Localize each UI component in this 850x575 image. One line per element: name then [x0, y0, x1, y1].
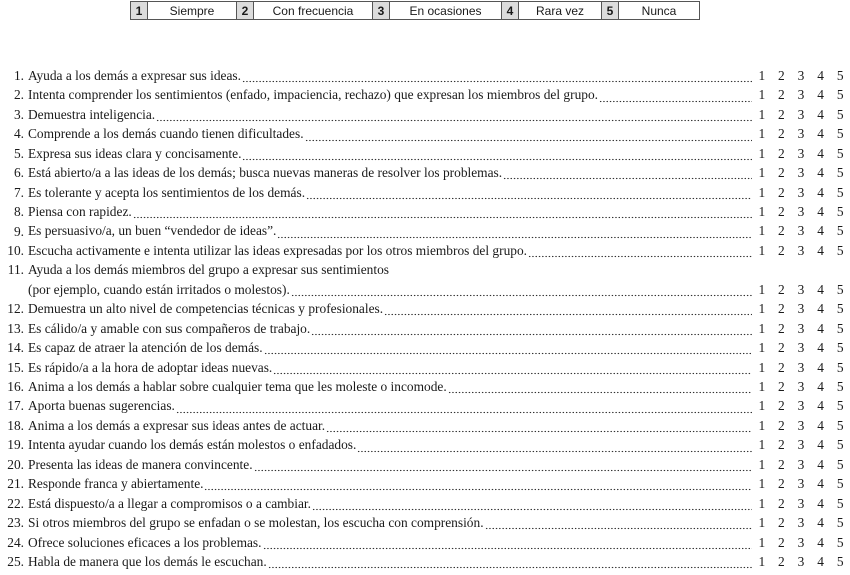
item-text: Escucha activamente e intenta utilizar las ideas expresadas por los otros miembros del grupo.	[28, 242, 528, 258]
questionnaire-item	[0, 358, 850, 377]
rating-option[interactable]: 3	[797, 106, 805, 122]
rating-option[interactable]: 2	[778, 106, 785, 122]
rating-option[interactable]: 1	[758, 204, 766, 220]
rating-option[interactable]: 2	[778, 437, 785, 453]
rating-option[interactable]: 1	[758, 359, 766, 375]
rating-option[interactable]: 5	[836, 204, 844, 220]
item-text: Ayuda a los demás a expresar sus ideas.	[28, 67, 241, 83]
rating-option[interactable]: 1	[758, 495, 766, 511]
rating-option[interactable]: 2	[778, 126, 785, 142]
rating-options	[752, 241, 850, 260]
item-number: 1.	[13, 68, 24, 83]
rating-options	[752, 416, 850, 435]
dot-leader	[326, 416, 752, 435]
rating-option[interactable]: 3	[797, 379, 805, 394]
rating-option[interactable]: 2	[778, 534, 785, 550]
item-text: (por ejemplo, cuando están irritados o molestos).	[28, 281, 290, 297]
rating-option[interactable]: 5	[836, 145, 844, 161]
item-text: Presenta las ideas de manera convincente.	[28, 456, 253, 472]
rating-options	[752, 494, 850, 513]
rating-option[interactable]: 4	[817, 495, 824, 511]
rating-option[interactable]: 5	[836, 165, 844, 181]
legend-number: 1	[131, 2, 148, 19]
dot-leader	[503, 163, 752, 182]
rating-option[interactable]: 3	[797, 165, 805, 181]
rating-options	[752, 66, 850, 85]
rating-scale-legend	[130, 1, 700, 20]
questionnaire-item	[0, 183, 850, 202]
rating-option[interactable]: 5	[836, 495, 844, 511]
questionnaire-item	[0, 396, 850, 415]
item-text: Ofrece soluciones eficaces a los problemas.	[28, 534, 262, 550]
rating-option[interactable]: 4	[817, 417, 824, 433]
questionnaire-item	[0, 319, 850, 338]
rating-option[interactable]: 5	[836, 515, 844, 531]
rating-options	[752, 299, 850, 318]
rating-option[interactable]: 2	[778, 223, 785, 239]
item-text: Es rápido/a a la hora de adoptar ideas nuevas.	[28, 359, 273, 375]
item-text: Está dispuesto/a a llegar a compromisos o a cambiar.	[28, 495, 311, 511]
rating-options	[752, 533, 850, 552]
rating-option[interactable]: 3	[797, 476, 805, 492]
dot-leader	[277, 222, 752, 241]
questionnaire-items	[0, 66, 850, 571]
rating-options	[752, 221, 850, 240]
rating-option[interactable]: 5	[836, 301, 844, 317]
rating-option[interactable]: 1	[758, 534, 766, 550]
legend-label: En ocasiones	[409, 3, 482, 18]
item-number: 7.	[13, 184, 24, 200]
rating-option[interactable]: 5	[836, 379, 844, 394]
questionnaire-item	[0, 105, 850, 124]
questionnaire-item	[0, 163, 850, 182]
rating-option[interactable]: 4	[817, 534, 824, 550]
rating-option[interactable]: 2	[778, 301, 785, 317]
rating-option[interactable]: 5	[836, 126, 844, 142]
rating-option[interactable]: 2	[778, 320, 785, 336]
dot-leader	[448, 377, 752, 396]
rating-option[interactable]: 1	[758, 301, 766, 317]
rating-option[interactable]: 4	[817, 165, 824, 181]
rating-options	[752, 358, 850, 377]
rating-option[interactable]: 5	[836, 534, 844, 550]
item-text: Piensa con rapidez.	[28, 204, 132, 220]
rating-option[interactable]: 5	[836, 242, 844, 258]
rating-options	[752, 144, 850, 163]
rating-option[interactable]: 3	[797, 126, 805, 142]
questionnaire-item	[0, 144, 850, 163]
rating-option[interactable]: 4	[817, 359, 824, 375]
rating-option[interactable]: 1	[758, 184, 766, 200]
item-number: 4.	[13, 126, 24, 142]
rating-option[interactable]: 2	[778, 456, 785, 472]
rating-option[interactable]: 4	[817, 340, 824, 356]
rating-options	[752, 474, 850, 493]
dot-leader	[242, 66, 752, 85]
rating-option[interactable]: 3	[797, 320, 805, 336]
item-text: Es capaz de atraer la atención de los demás.	[28, 340, 263, 356]
rating-option[interactable]: 2	[778, 417, 785, 433]
questionnaire-item	[0, 222, 850, 241]
item-number: 23.	[7, 515, 24, 531]
rating-option[interactable]: 1	[758, 165, 766, 181]
item-number: 9.	[13, 223, 24, 239]
rating-option[interactable]: 4	[817, 87, 824, 103]
rating-option[interactable]: 1	[758, 242, 766, 258]
item-text: Demuestra inteligencia.	[28, 106, 156, 122]
rating-option[interactable]: 2	[778, 476, 785, 492]
rating-option[interactable]: 1	[758, 281, 766, 297]
rating-option[interactable]: 1	[758, 417, 766, 433]
rating-option[interactable]: 3	[797, 301, 805, 317]
rating-options	[752, 377, 850, 396]
item-text: Es tolerante y acepta los sentimientos de los demás.	[28, 184, 306, 200]
rating-option[interactable]: 1	[758, 145, 766, 161]
dot-leader	[264, 338, 752, 357]
rating-options	[752, 513, 850, 532]
rating-option[interactable]: 1	[758, 320, 766, 336]
dot-leader	[384, 299, 752, 318]
rating-options	[752, 105, 850, 124]
item-number: 22.	[7, 495, 24, 511]
rating-option[interactable]: 2	[778, 165, 785, 181]
rating-option[interactable]: 3	[797, 417, 805, 433]
rating-option[interactable]: 3	[797, 281, 805, 297]
rating-option[interactable]: 5	[836, 437, 844, 453]
rating-option[interactable]: 4	[817, 106, 824, 122]
rating-option[interactable]: 1	[758, 340, 766, 356]
rating-option[interactable]: 2	[778, 515, 785, 531]
dot-leader	[305, 124, 752, 143]
item-text: Habla de manera que los demás le escuchan.	[28, 553, 267, 569]
rating-option[interactable]: 5	[836, 398, 844, 414]
dot-leader	[306, 183, 752, 202]
rating-option[interactable]: 4	[817, 242, 824, 258]
item-number: 11.	[7, 262, 24, 278]
rating-option[interactable]: 2	[778, 145, 785, 161]
item-text: Anima a los demás a expresar sus ideas antes de actuar.	[28, 417, 326, 433]
rating-option[interactable]: 1	[758, 437, 766, 453]
item-number: 3.	[13, 106, 24, 122]
questionnaire-item	[0, 552, 850, 571]
questionnaire-item	[0, 435, 850, 454]
legend-label: Nunca	[641, 3, 677, 18]
questionnaire-item	[0, 455, 850, 474]
legend-label: Rara vez	[535, 3, 585, 18]
dot-leader	[312, 494, 752, 513]
rating-option[interactable]: 1	[758, 398, 766, 414]
rating-option[interactable]: 2	[778, 87, 785, 103]
rating-option[interactable]: 3	[797, 67, 805, 83]
dot-leader	[599, 85, 752, 104]
rating-option[interactable]: 3	[797, 204, 805, 220]
rating-option[interactable]: 4	[817, 320, 824, 336]
legend-item-5	[601, 2, 699, 19]
rating-option[interactable]: 5	[836, 320, 844, 336]
rating-option[interactable]: 3	[797, 437, 805, 453]
questionnaire-item	[0, 202, 850, 221]
rating-option[interactable]: 1	[758, 106, 766, 122]
rating-options	[752, 338, 850, 357]
rating-option[interactable]: 5	[836, 67, 844, 83]
item-number: 17.	[7, 398, 24, 414]
rating-option[interactable]: 3	[797, 340, 805, 356]
item-text: Responde franca y abiertamente.	[28, 476, 204, 492]
rating-option[interactable]: 4	[817, 67, 824, 83]
item-number: 8.	[13, 204, 24, 220]
rating-option[interactable]: 1	[758, 476, 766, 492]
rating-option[interactable]: 5	[836, 417, 844, 433]
rating-option[interactable]: 3	[797, 495, 805, 511]
rating-option[interactable]: 4	[817, 379, 824, 394]
rating-option[interactable]: 1	[758, 456, 766, 472]
rating-option[interactable]: 2	[778, 340, 785, 356]
rating-option[interactable]: 3	[797, 242, 805, 258]
rating-option[interactable]: 3	[797, 398, 805, 414]
rating-option[interactable]: 3	[797, 553, 805, 569]
dot-leader	[485, 513, 752, 532]
questionnaire-item	[0, 416, 850, 435]
item-text: Está abierto/a a las ideas de los demás; busca nuevas maneras de resolver los problemas.	[28, 165, 503, 181]
questionnaire-item	[0, 124, 850, 143]
rating-option[interactable]: 3	[797, 515, 805, 531]
questionnaire-item	[0, 494, 850, 513]
dot-leader	[156, 105, 752, 124]
item-text: Aporta buenas sugerencias.	[28, 398, 175, 414]
dot-leader	[268, 552, 752, 571]
rating-options	[752, 455, 850, 474]
item-text: Anima a los demás a hablar sobre cualquier tema que les moleste o incomode.	[28, 379, 447, 394]
rating-option[interactable]: 5	[836, 359, 844, 375]
item-number: 2.	[13, 87, 24, 103]
rating-options	[752, 124, 850, 143]
rating-option[interactable]: 4	[817, 223, 824, 239]
item-number: 15.	[7, 359, 24, 375]
rating-option[interactable]: 2	[778, 553, 785, 569]
rating-option[interactable]: 2	[778, 495, 785, 511]
rating-option[interactable]: 2	[778, 359, 785, 375]
rating-options	[752, 202, 850, 221]
questionnaire-item	[0, 474, 850, 493]
rating-option[interactable]: 1	[758, 87, 766, 103]
rating-options	[752, 85, 850, 104]
dot-leader	[263, 533, 753, 552]
item-number: 13.	[7, 320, 24, 336]
legend-label: Siempre	[169, 3, 215, 18]
questionnaire-item	[0, 260, 850, 299]
rating-option[interactable]: 4	[817, 515, 824, 531]
dot-leader	[357, 435, 752, 454]
rating-option[interactable]: 5	[836, 184, 844, 200]
rating-option[interactable]: 3	[797, 359, 805, 375]
dot-leader	[242, 144, 752, 163]
rating-option[interactable]: 4	[817, 204, 824, 220]
rating-option[interactable]: 3	[797, 145, 805, 161]
item-text: Demuestra un alto nivel de competencias técnicas y profesionales.	[28, 301, 384, 317]
questionnaire-item	[0, 513, 850, 532]
rating-option[interactable]: 2	[778, 242, 785, 258]
item-number: 24.	[7, 534, 24, 550]
item-number: 6.	[13, 165, 24, 181]
item-text: Si otros miembros del grupo se enfadan o se molestan, los escucha con comprensión.	[28, 515, 484, 531]
questionnaire-item	[0, 241, 850, 260]
rating-options	[752, 435, 850, 454]
rating-option[interactable]: 1	[758, 223, 766, 239]
legend-number: 5	[602, 2, 619, 19]
rating-option[interactable]: 3	[797, 456, 805, 472]
rating-options	[752, 319, 850, 338]
dot-leader	[311, 319, 752, 338]
rating-option[interactable]: 1	[758, 553, 766, 569]
rating-option[interactable]: 4	[817, 145, 824, 161]
rating-option[interactable]: 1	[758, 515, 766, 531]
rating-option[interactable]: 4	[817, 553, 824, 569]
dot-leader	[176, 396, 752, 415]
item-text: Intenta comprender los sentimientos (enfado, impaciencia, rechazo) que expresan los miembros del grupo.	[28, 87, 599, 103]
dot-leader	[273, 358, 752, 377]
rating-option[interactable]: 1	[758, 67, 766, 83]
item-text: Es cálido/a y amable con sus compañeros de trabajo.	[28, 320, 311, 336]
item-number: 10.	[7, 242, 24, 258]
dot-leader	[133, 202, 752, 221]
questionnaire-item	[0, 533, 850, 552]
item-text: Comprende a los demás cuando tienen dificultades.	[28, 126, 304, 142]
rating-option[interactable]: 2	[778, 379, 785, 394]
rating-option[interactable]: 5	[836, 106, 844, 122]
legend-label: Con frecuencia	[272, 3, 354, 18]
rating-option[interactable]: 3	[797, 184, 805, 200]
dot-leader	[291, 280, 752, 299]
item-number: 18.	[7, 417, 24, 433]
item-number: 14.	[7, 340, 24, 356]
rating-option[interactable]: 4	[817, 437, 824, 453]
rating-options	[752, 163, 850, 182]
item-number: 21.	[7, 476, 24, 492]
item-text: Intenta ayudar cuando los demás están molestos o enfadados.	[28, 437, 357, 453]
dot-leader	[528, 241, 752, 260]
rating-option[interactable]: 4	[817, 456, 824, 472]
questionnaire-item	[0, 85, 850, 104]
legend-item-4	[501, 2, 601, 19]
rating-option[interactable]: 2	[778, 204, 785, 220]
rating-option[interactable]: 3	[797, 223, 805, 239]
item-number: 19.	[7, 437, 24, 453]
rating-option[interactable]: 2	[778, 67, 785, 83]
questionnaire-item	[0, 66, 850, 85]
rating-option[interactable]: 2	[778, 184, 785, 200]
item-number: 25.	[7, 553, 24, 569]
rating-options	[752, 280, 850, 299]
rating-option[interactable]: 5	[836, 281, 844, 297]
rating-option[interactable]: 4	[817, 184, 824, 200]
rating-option[interactable]: 2	[778, 398, 785, 414]
dot-leader	[254, 455, 752, 474]
rating-options	[752, 552, 850, 571]
legend-number: 2	[237, 2, 254, 19]
rating-option[interactable]: 4	[817, 398, 824, 414]
rating-option[interactable]: 3	[797, 534, 805, 550]
rating-option[interactable]: 2	[778, 281, 785, 297]
item-text: Ayuda a los demás miembros del grupo a expresar sus sentimientos	[28, 262, 389, 278]
legend-number: 3	[373, 2, 390, 19]
rating-option[interactable]: 5	[836, 340, 844, 356]
rating-option[interactable]: 3	[797, 87, 805, 103]
legend-item-2	[236, 2, 372, 19]
questionnaire-item	[0, 299, 850, 318]
legend-number: 4	[502, 2, 519, 19]
dot-leader	[204, 474, 752, 493]
rating-option[interactable]: 5	[836, 87, 844, 103]
questionnaire-item	[0, 377, 850, 396]
item-text: Es persuasivo/a, un buen “vendedor de ideas”.	[28, 223, 277, 239]
questionnaire-item	[0, 338, 850, 357]
rating-option[interactable]: 5	[836, 456, 844, 472]
rating-option[interactable]: 5	[836, 553, 844, 569]
item-number: 5.	[13, 145, 24, 161]
legend-item-1	[131, 2, 236, 19]
rating-options	[752, 183, 850, 202]
legend-item-3	[372, 2, 501, 19]
item-number: 12.	[7, 301, 24, 317]
rating-option[interactable]: 4	[817, 301, 824, 317]
rating-option[interactable]: 1	[758, 126, 766, 142]
item-number: 20.	[7, 456, 24, 472]
item-number: 16.	[7, 379, 24, 395]
rating-option[interactable]: 4	[817, 476, 824, 492]
rating-option[interactable]: 4	[817, 126, 824, 142]
rating-option[interactable]: 5	[836, 223, 844, 239]
rating-option[interactable]: 1	[758, 379, 766, 394]
rating-option[interactable]: 5	[836, 476, 844, 492]
item-text: Expresa sus ideas clara y concisamente.	[28, 145, 242, 161]
rating-options	[752, 396, 850, 415]
rating-option[interactable]: 4	[817, 281, 824, 297]
